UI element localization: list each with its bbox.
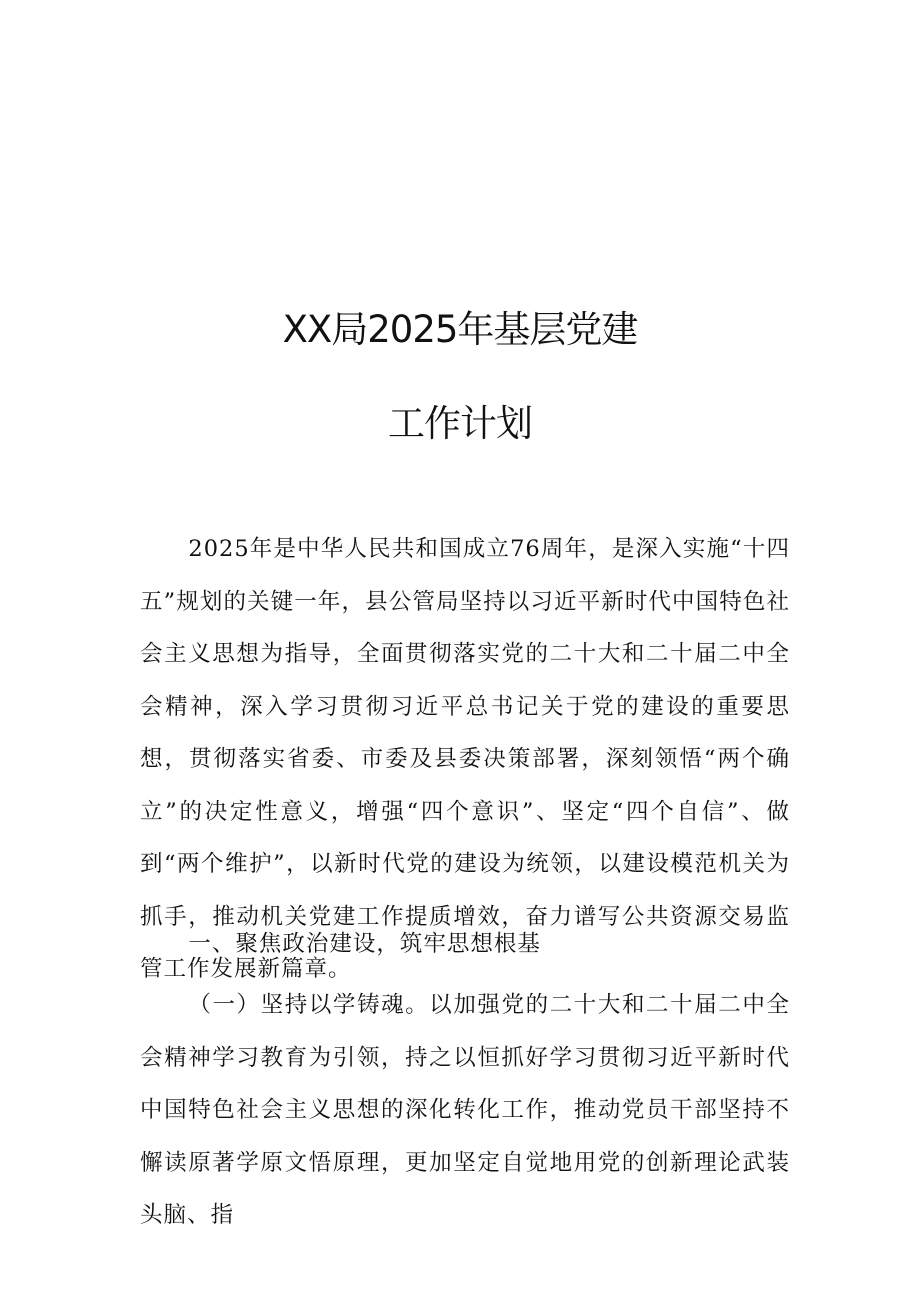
document-title-line-1: XX局2025年基层党建	[282, 308, 638, 351]
document-title-line-2: 工作计划	[388, 402, 532, 445]
section-1-body	[140, 979, 790, 1242]
section-1-paragraph-1: （一）坚持以学铸魂。以加强党的二十大和二十届二中全会精神学习教育为引领，持之以恒抓好学习贯彻习近平新时代中国特色社会主义思想的深化转化工作，推动党员干部坚持不懈读原著学原文悟原理，更加坚定自觉地用党的创新理论武装头脑、指	[140, 992, 790, 1228]
section-1-heading: 一、聚焦政治建设，筑牢思想根基	[188, 931, 541, 957]
section-1-heading-block	[140, 918, 790, 971]
intro-paragraph: 2025年是中华人民共和国成立76周年，是深入实施“十四五”规划的关键一年，县公管局坚持以习近平新时代中国特色社会主义思想为指导，全面贯彻落实党的二十大和二十届二中全会精神，深入学习贯彻习近平总书记关于党的建设的重要思想，贯彻落实省委、市委及县委决策部署，深刻领悟“两个确立”的决定性意义，增强“四个意识”、坚定“四个自信”、做到“两个维护”，以新时代党的建设为统领，以建设模范机关为抓手，推动机关党建工作提质增效，奋力谱写公共资源交易监管工作发展新篇章。	[140, 536, 790, 982]
